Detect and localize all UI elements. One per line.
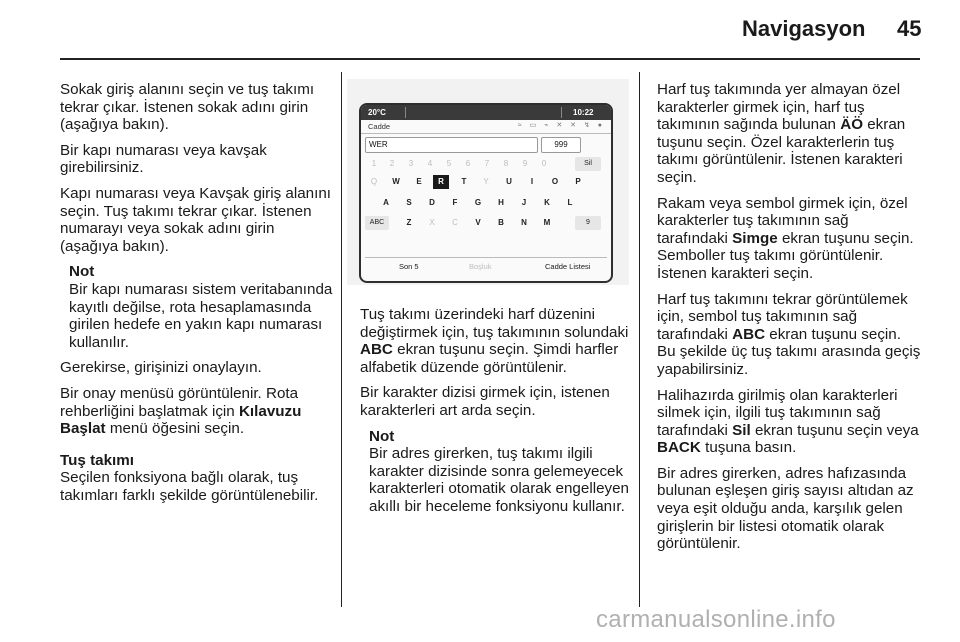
paragraph: Bir karakter dizisi girmek için, istenen karakterleri art arda seçin.: [360, 384, 610, 419]
temperature: 20°C: [368, 108, 386, 117]
paragraph: Gerekirse, girişinizi onaylayın.: [60, 359, 262, 377]
text-run: Halihazırda girilmiş olan karakterleri silmek için, ilgili tuş takımının sağ tarafındaki: [657, 386, 898, 439]
paragraph: [360, 306, 636, 376]
header-rule: [60, 58, 920, 60]
key-l[interactable]: L: [567, 198, 573, 207]
paragraph: Sokak giriş alanını seçin ve tuş takımı tekrar çıkar. İstenen sokak adını girin (aşağıya bakın).: [60, 81, 315, 134]
symbol-key[interactable]: 9: [575, 216, 601, 230]
street-list-button[interactable]: Cadde Listesi: [545, 262, 591, 271]
column-2: [360, 306, 636, 524]
divider: [361, 133, 611, 134]
text-run: ekran tuşunu seçin. Semboller tuş takımı görüntülenir. İstenen karakteri seçin.: [657, 229, 914, 282]
match-count: 999: [541, 137, 581, 153]
key-5[interactable]: 5: [446, 159, 452, 168]
key-j[interactable]: J: [521, 198, 527, 207]
note-title: Not: [69, 263, 95, 281]
text-run: ekran tuşunu seçin. Özel karakterlerin tuş takımı görüntülenir. İstenen karakteri seçin.: [657, 116, 906, 186]
bottom-bar: [365, 257, 607, 274]
key-d[interactable]: D: [429, 198, 435, 207]
page-title: Navigasyon: [742, 16, 866, 41]
key-1[interactable]: 1: [371, 159, 377, 168]
text-run: ekran tuşunu seçin. Şimdi harfler alfabetik düzende görüntülenir.: [360, 341, 619, 376]
column-1: [60, 81, 334, 512]
key-z[interactable]: Z: [406, 218, 412, 227]
paragraph: [657, 195, 922, 283]
space-button[interactable]: Boşluk: [469, 262, 492, 271]
key-e[interactable]: E: [416, 177, 422, 186]
key-reference: BACK: [657, 439, 701, 457]
key-9[interactable]: 9: [522, 159, 528, 168]
key-q[interactable]: Q: [370, 177, 378, 186]
letter-row-1: [361, 175, 611, 189]
paragraph: Kapı numarası veya Kavşak giriş alanını seçin. Tuş takımı tekrar çıkar. İstenen numarayı veya sokak adını girin (aşağıya bakın).: [60, 184, 331, 255]
key-3[interactable]: 3: [408, 159, 414, 168]
key-7[interactable]: 7: [484, 159, 490, 168]
key-k[interactable]: K: [544, 198, 550, 207]
key-c[interactable]: C: [452, 218, 458, 227]
paragraph: [657, 81, 922, 187]
key-6[interactable]: 6: [465, 159, 471, 168]
key-g[interactable]: G: [474, 198, 482, 207]
paragraph: [657, 387, 922, 457]
text-run: Harf tuş takımında yer almayan özel karakterler girmek için, harf tuş takımının sağında bulunan: [657, 81, 901, 134]
delete-key[interactable]: Sil: [575, 157, 601, 171]
divider: [405, 107, 406, 118]
menu-item-reference: Kılavuzu Başlat: [60, 402, 302, 438]
key-f[interactable]: F: [452, 198, 458, 207]
key-x[interactable]: X: [429, 218, 435, 227]
key-p[interactable]: P: [575, 177, 581, 186]
paragraph: Seçilen fonksiyona bağlı olarak, tuş takımları farklı şekilde görüntülenebilir.: [60, 469, 319, 504]
column-divider-2: [639, 72, 640, 607]
paragraph: Bir adres girerken, adres hafızasında bulunan eşleşen giriş sayısı altıdan az veya eşit olduğu anda, karşılık gelen girişlerin bir listesi otomatik olarak görüntülenir.: [657, 464, 914, 553]
note-text: Bir kapı numarası sistem veritabanında kayıtlı değilse, rota hesaplamasında girilen hedefe en yakın kapı numarası kullanılır.: [69, 280, 333, 351]
screen-title: Cadde: [368, 122, 391, 131]
key-y[interactable]: Y: [483, 177, 489, 186]
key-4[interactable]: 4: [427, 159, 433, 168]
text-run: Bir onay menüsü görüntülenir. Rota rehberliğini başlatmak için: [60, 384, 299, 420]
key-o[interactable]: O: [551, 177, 559, 186]
page-number: 45: [897, 16, 922, 41]
note-box: [69, 263, 334, 351]
text-run: ekran tuşunu seçin. Bu şekilde üç tuş takımı arasında geçiş yapabilirsiniz.: [657, 325, 921, 378]
abc-mode-key[interactable]: ABC: [365, 216, 389, 230]
text-run: Harf tuş takımını tekrar görüntülemek için, sembol tuş takımının sağ tarafındaki: [657, 290, 908, 343]
key-u[interactable]: U: [506, 177, 512, 186]
status-icons: ≈ ▭ ⌁ ✕ ✕ ↯ ●: [517, 122, 605, 129]
recent-5-button[interactable]: Son 5: [399, 262, 419, 271]
key-8[interactable]: 8: [503, 159, 509, 168]
text-run: ekran tuşunu seçin veya: [750, 421, 919, 439]
column-divider-1: [341, 72, 342, 607]
key-i[interactable]: I: [530, 177, 534, 186]
section-heading: Tuş takımı: [60, 451, 134, 469]
key-h[interactable]: H: [498, 198, 504, 207]
letter-row-3: [361, 216, 611, 230]
digit-row: [361, 157, 611, 171]
key-reference: Sil: [732, 421, 751, 439]
text-run: Tuş takımı üzerindeki harf düzenini değiştirmek için, tuş takımının solundaki: [360, 306, 629, 341]
street-input[interactable]: WER: [365, 137, 538, 153]
text-run: tuşuna basın.: [700, 439, 797, 457]
key-reference: Simge: [732, 229, 778, 247]
note-title: Not: [369, 427, 395, 445]
paragraph: Bir kapı numarası veya kavşak girebilirsiniz.: [60, 141, 267, 177]
column-3: [657, 81, 922, 561]
key-a[interactable]: A: [383, 198, 389, 207]
text-run: menü öğesini seçin.: [105, 420, 245, 438]
key-reference: ABC: [732, 325, 766, 343]
divider: [561, 107, 562, 118]
key-reference: ÄÖ: [840, 116, 864, 134]
text-run: Rakam veya sembol girmek için, özel karakterler tuş takımının sağ tarafındaki: [657, 194, 908, 247]
key-2[interactable]: 2: [389, 159, 395, 168]
letter-row-2: [361, 196, 611, 210]
keypad-screen-figure: [347, 79, 629, 285]
key-s[interactable]: S: [406, 198, 412, 207]
key-b[interactable]: B: [498, 218, 504, 227]
key-n[interactable]: N: [521, 218, 527, 227]
status-bar: [361, 105, 611, 120]
note-text: Bir adres girerken, tuş takımı ilgili karakter dizisinde sonra gelemeyecek karakterleri otomatik olarak engelleyen akıllı bir heceleme fonksiyonu kullanır.: [369, 445, 630, 515]
clock: 10:22: [573, 108, 594, 117]
paragraph: [657, 291, 922, 379]
key-w[interactable]: W: [392, 177, 400, 186]
paragraph: [60, 385, 334, 438]
key-reference: ABC: [360, 341, 393, 359]
key-v[interactable]: V: [475, 218, 481, 227]
nav-screen: [361, 105, 611, 281]
key-r[interactable]: R: [433, 175, 449, 189]
note-box: [369, 428, 636, 516]
key-0[interactable]: 0: [541, 159, 547, 168]
watermark: carmanualsonline.info: [596, 606, 836, 633]
key-t[interactable]: T: [461, 177, 467, 186]
key-m[interactable]: M: [543, 218, 551, 227]
